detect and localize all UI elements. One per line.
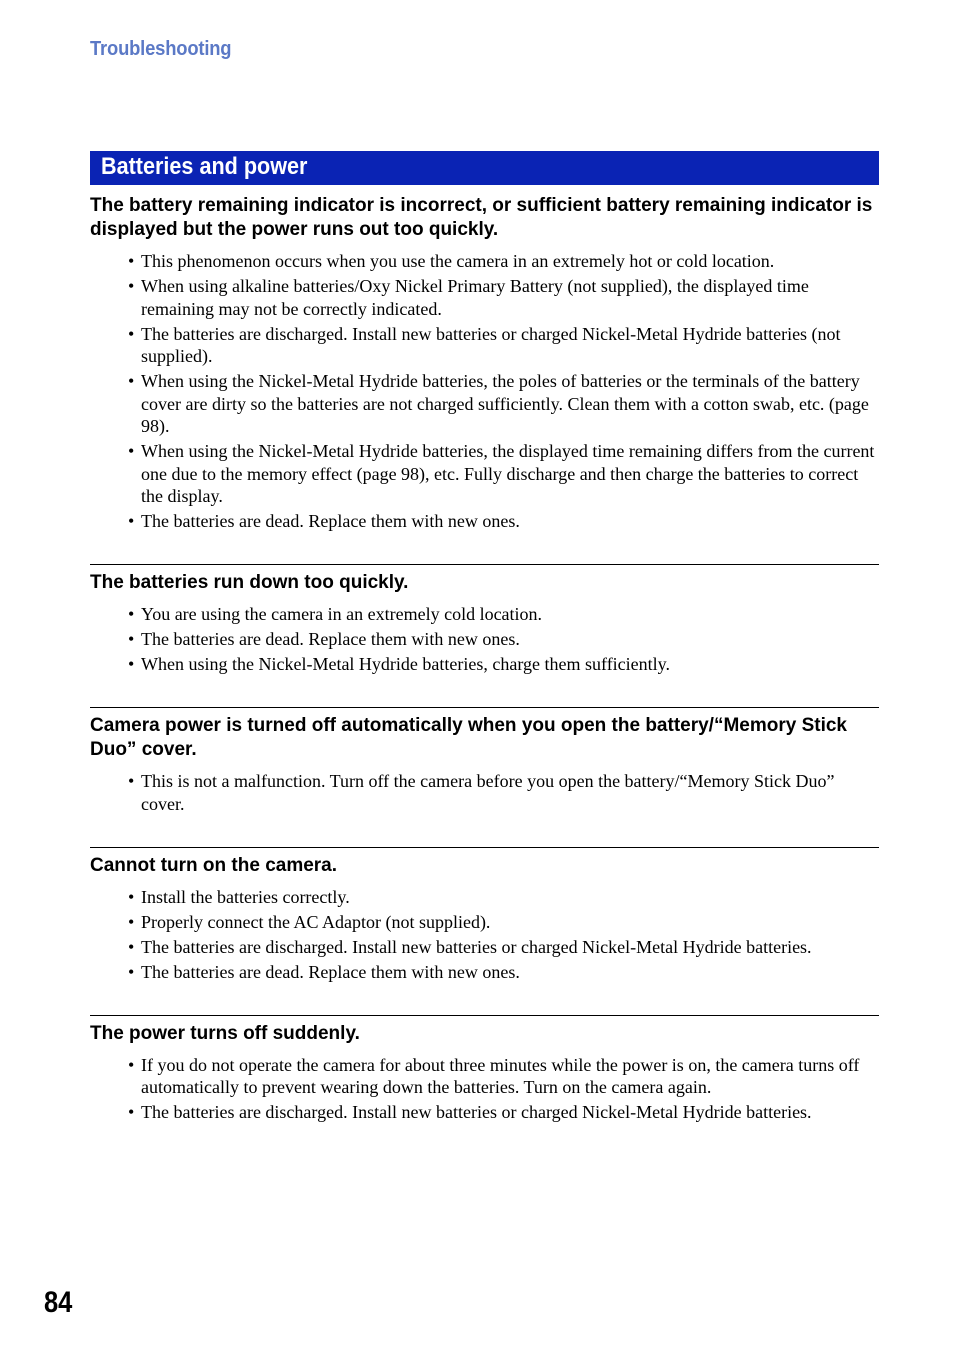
solution-item: • If you do not operate the camera for about three minutes while the power is on, the camera turns off automatically to prevent wearing down the batteries. Turn on the camera again. [128,1054,879,1099]
solution-list [90,250,879,533]
problem-heading: Camera power is turned off automatically when you open the battery/“Memory Stick Duo” cover. [90,715,847,760]
page-title: Batteries and power [101,153,308,180]
title-bar [90,151,879,185]
problem-heading: The battery remaining indicator is incorrect, or sufficient battery remaining indicator is displayed but the power runs out too quickly. [90,195,873,240]
solution-list [90,770,879,815]
solution-list [90,1054,879,1124]
solution-item: • The batteries are discharged. Install new batteries or charged Nickel-Metal Hydride batteries. [128,936,879,959]
problem-run-down-quickly [90,564,879,707]
solution-list [90,886,879,984]
problem-heading: Cannot turn on the camera. [90,854,338,876]
solution-item: • This phenomenon occurs when you use the camera in an extremely hot or cold location. [128,250,879,273]
problem-battery-indicator [90,194,879,564]
solution-item: • You are using the camera in an extremely cold location. [128,603,879,626]
solution-item: • The batteries are dead. Replace them with new ones. [128,961,879,984]
solution-item: • The batteries are discharged. Install new batteries or charged Nickel-Metal Hydride batteries (not supplied). [128,323,879,368]
solution-item: • The batteries are dead. Replace them with new ones. [128,510,879,533]
solution-item: • Properly connect the AC Adaptor (not supplied). [128,911,879,934]
problem-cannot-turn-on [90,847,879,1015]
solution-list [90,603,879,676]
solution-item: • The batteries are discharged. Install new batteries or charged Nickel-Metal Hydride batteries. [128,1101,879,1124]
solution-item: • When using alkaline batteries/Oxy Nickel Primary Battery (not supplied), the displayed time remaining may not be correctly indicated. [128,275,879,320]
solution-item: • When using the Nickel-Metal Hydride batteries, the poles of batteries or the terminals of the battery cover are dirty so the batteries are not charged sufficiently. Clean them with a cotton swab, etc. (page 98). [128,370,879,438]
problem-power-off-cover [90,707,879,847]
solution-item: • This is not a malfunction. Turn off the camera before you open the battery/“Memory Stick Duo” cover. [128,770,879,815]
problem-heading: The batteries run down too quickly. [90,572,409,593]
section-label: Troubleshooting [90,38,232,60]
solution-item: • When using the Nickel-Metal Hydride batteries, the displayed time remaining differs from the current one due to the memory effect (page 98), etc. Fully discharge and then charge the batteries to correct the display. [128,440,879,508]
problem-heading: The power turns off suddenly. [90,1022,360,1044]
problem-list [90,194,879,1155]
problem-power-off-suddenly [90,1015,879,1156]
solution-item: • Install the batteries correctly. [128,886,879,909]
solution-item: • The batteries are dead. Replace them with new ones. [128,628,879,651]
page-number: 84 [44,1286,73,1319]
solution-item: • When using the Nickel-Metal Hydride batteries, charge them sufficiently. [128,653,879,676]
